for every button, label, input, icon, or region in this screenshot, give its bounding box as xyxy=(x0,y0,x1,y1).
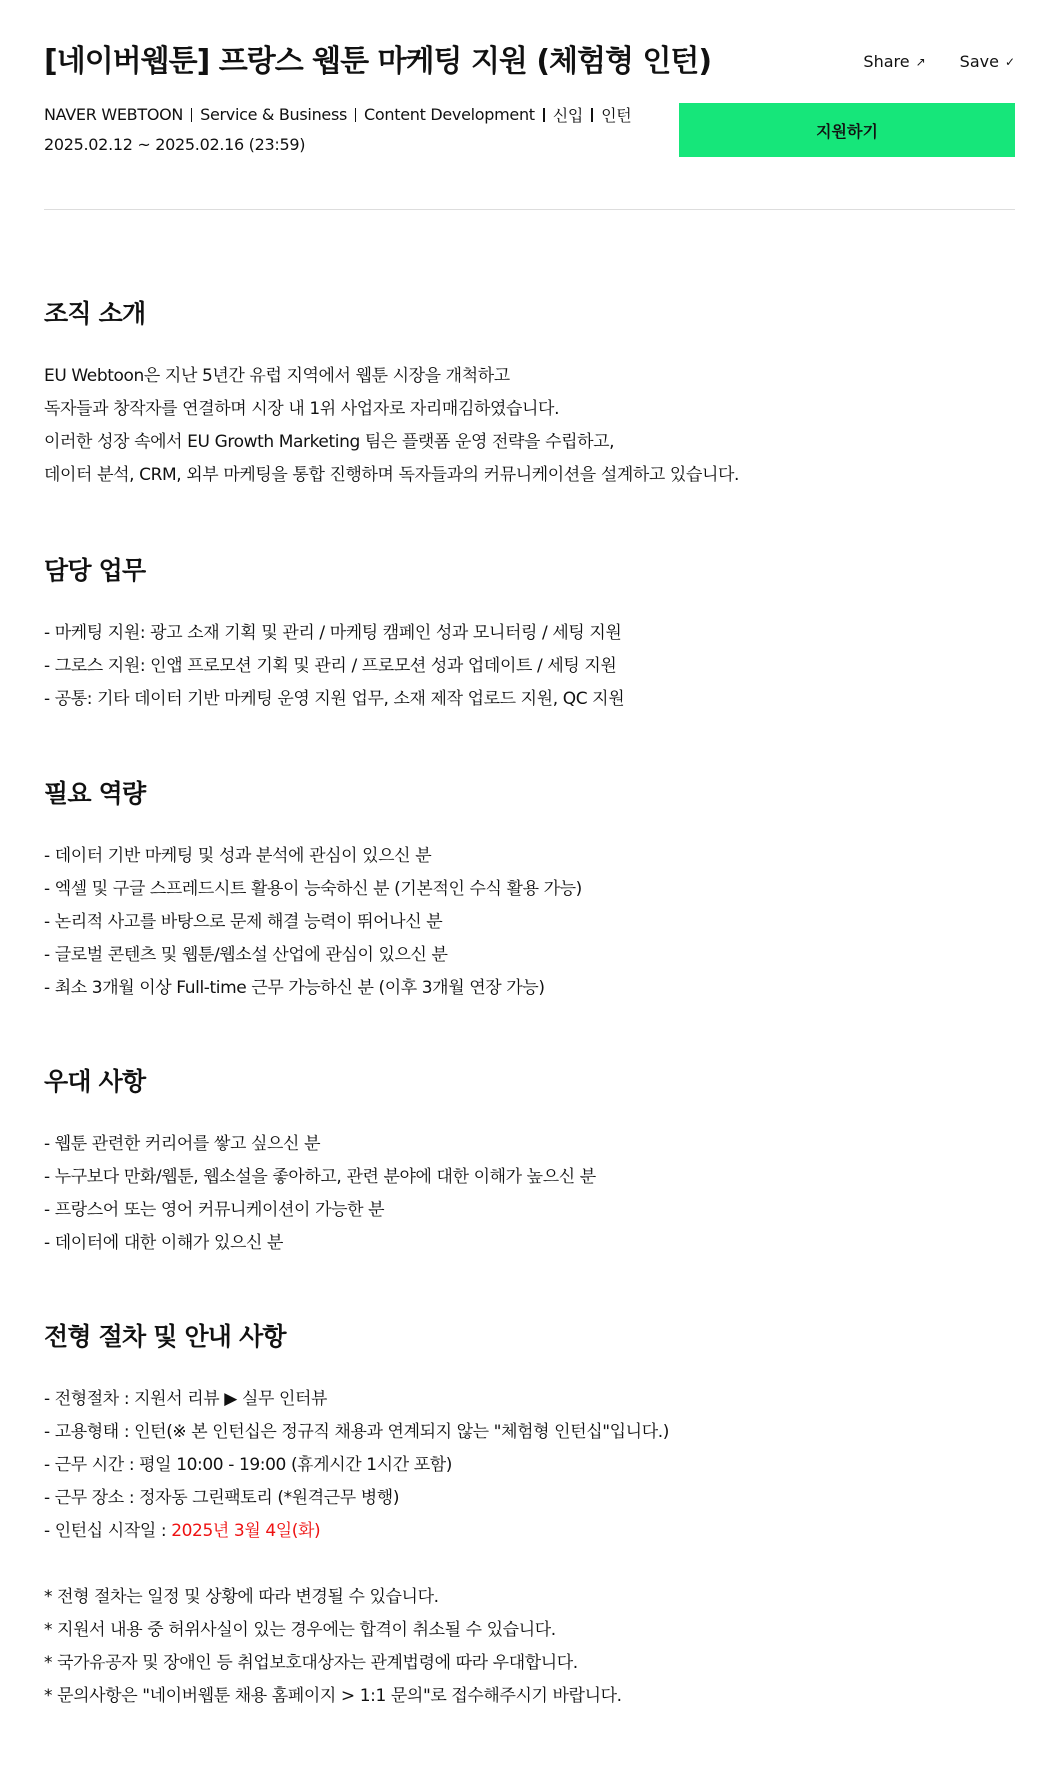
list-item: - 그로스 지원: 인앱 프로모션 기획 및 관리 / 프로모션 성과 업데이트 / 세팅 지원 xyxy=(44,656,617,676)
section-preferred xyxy=(44,1062,1015,1260)
job-meta xyxy=(44,103,631,126)
meta-separator xyxy=(191,108,192,122)
list-item: - 논리적 사고를 바탕으로 문제 해결 능력이 뛰어나신 분 xyxy=(44,912,443,932)
process-steps: - 전형절차 : 지원서 리뷰 ▶ 실무 인터뷰 xyxy=(44,1389,328,1409)
checkmark-icon: ✓ xyxy=(1004,54,1015,69)
share-button[interactable] xyxy=(863,52,925,71)
section-title: 필요 역량 xyxy=(44,779,146,808)
apply-button[interactable]: 지원하기 xyxy=(679,103,1015,157)
work-location: - 근무 장소 : 정자동 그린팩토리 (*원격근무 병행) xyxy=(44,1488,400,1508)
spacer xyxy=(44,1548,1015,1581)
header-actions xyxy=(863,52,1015,71)
meta-division: Service & Business xyxy=(200,105,348,124)
notice-item: * 전형 절차는 일정 및 상황에 따라 변경될 수 있습니다. xyxy=(44,1587,439,1607)
list-item: - 공통: 기타 데이터 기반 마케팅 운영 지원 업무, 소재 제작 업로드 지원, QC 지원 xyxy=(44,689,625,709)
body-line: 이러한 성장 속에서 EU Growth Marketing 팀은 플랫폼 운영 전략을 수립하고, xyxy=(44,432,615,452)
list-item: - 데이터에 대한 이해가 있으신 분 xyxy=(44,1233,284,1253)
header-divider xyxy=(44,209,1015,210)
start-date: 2025년 3월 4일(화) xyxy=(171,1521,321,1541)
posting-header xyxy=(44,0,1015,210)
notice-item: * 지원서 내용 중 허위사실이 있는 경우에는 합격이 취소될 수 있습니다. xyxy=(44,1620,556,1640)
list-item: - 데이터 기반 마케팅 및 성과 분석에 관심이 있으신 분 xyxy=(44,846,432,866)
meta-job: Content Development xyxy=(364,105,535,124)
section-duties xyxy=(44,551,1015,716)
section-body xyxy=(44,1128,1015,1260)
work-hours: - 근무 시간 : 평일 10:00 - 19:00 (휴게시간 1시간 포함) xyxy=(44,1455,453,1475)
page-title: [네이버웹툰] 프랑스 웹툰 마케팅 지원 (체험형 인턴) xyxy=(44,44,712,79)
section-process xyxy=(44,1317,1015,1713)
section-requirements xyxy=(44,774,1015,1005)
save-button[interactable] xyxy=(960,52,1015,71)
section-body xyxy=(44,1383,1015,1713)
section-body xyxy=(44,840,1015,1005)
body-line: 데이터 분석, CRM, 외부 마케팅을 통합 진행하며 독자들과의 커뮤니케이션을 설계하고 있습니다. xyxy=(44,465,740,485)
section-body xyxy=(44,617,1015,716)
save-label: Save xyxy=(959,52,999,71)
list-item: - 엑셀 및 구글 스프레드시트 활용이 능숙하신 분 (기본적인 수식 활용 가능) xyxy=(44,879,582,899)
notice-item: * 국가유공자 및 장애인 등 취업보호대상자는 관계법령에 따라 우대합니다. xyxy=(44,1653,578,1673)
list-item: - 프랑스어 또는 영어 커뮤니케이션이 가능한 분 xyxy=(44,1200,385,1220)
meta-separator xyxy=(543,108,545,122)
section-title: 전형 절차 및 안내 사항 xyxy=(44,1322,286,1351)
list-item: - 누구보다 만화/웹툰, 웹소설을 좋아하고, 관련 분야에 대한 이해가 높으신 분 xyxy=(44,1167,596,1187)
meta-career: 신입 xyxy=(552,106,584,125)
list-item: - 최소 3개월 이상 Full-time 근무 가능하신 분 (이후 3개월 연장 가능) xyxy=(44,978,545,998)
list-item: - 마케팅 지원: 광고 소재 기획 및 관리 / 마케팅 캠페인 성과 모니터링 / 세팅 지원 xyxy=(44,623,622,643)
section-body xyxy=(44,360,1015,492)
meta-separator xyxy=(591,108,593,122)
section-title: 담당 업무 xyxy=(44,556,146,585)
employment-type: - 고용형태 : 인턴(※ 본 인턴십은 정규직 채용과 연계되지 않는 "체험형 인턴십"입니다.) xyxy=(44,1422,669,1442)
section-title: 우대 사항 xyxy=(44,1067,146,1096)
body-line: EU Webtoon은 지난 5년간 유럽 지역에서 웹툰 시장을 개척하고 xyxy=(44,366,510,386)
list-item: - 웹툰 관련한 커리어를 쌓고 싶으신 분 xyxy=(44,1134,321,1154)
list-item: - 글로벌 콘텐츠 및 웹툰/웹소설 산업에 관심이 있으신 분 xyxy=(44,945,448,965)
meta-separator xyxy=(355,108,356,122)
application-period: 2025.02.12 ~ 2025.02.16 (23:59) xyxy=(44,135,306,154)
section-intro xyxy=(44,294,1015,492)
share-label: Share xyxy=(863,52,910,71)
section-title: 조직 소개 xyxy=(44,299,146,328)
meta-type: 인턴 xyxy=(601,106,632,125)
body-line: 독자들과 창작자를 연결하며 시장 내 1위 사업자로 자리매김하였습니다. xyxy=(44,399,560,419)
start-label: - 인턴십 시작일 : xyxy=(44,1521,172,1541)
meta-company: NAVER WEBTOON xyxy=(44,105,184,124)
notice-item: * 문의사항은 "네이버웹툰 채용 홈페이지 > 1:1 문의"로 접수해주시기 바랍니다. xyxy=(44,1686,622,1706)
job-posting xyxy=(44,0,1015,1706)
internship-start xyxy=(44,1515,1015,1548)
external-arrow-icon: ↗ xyxy=(915,54,926,69)
